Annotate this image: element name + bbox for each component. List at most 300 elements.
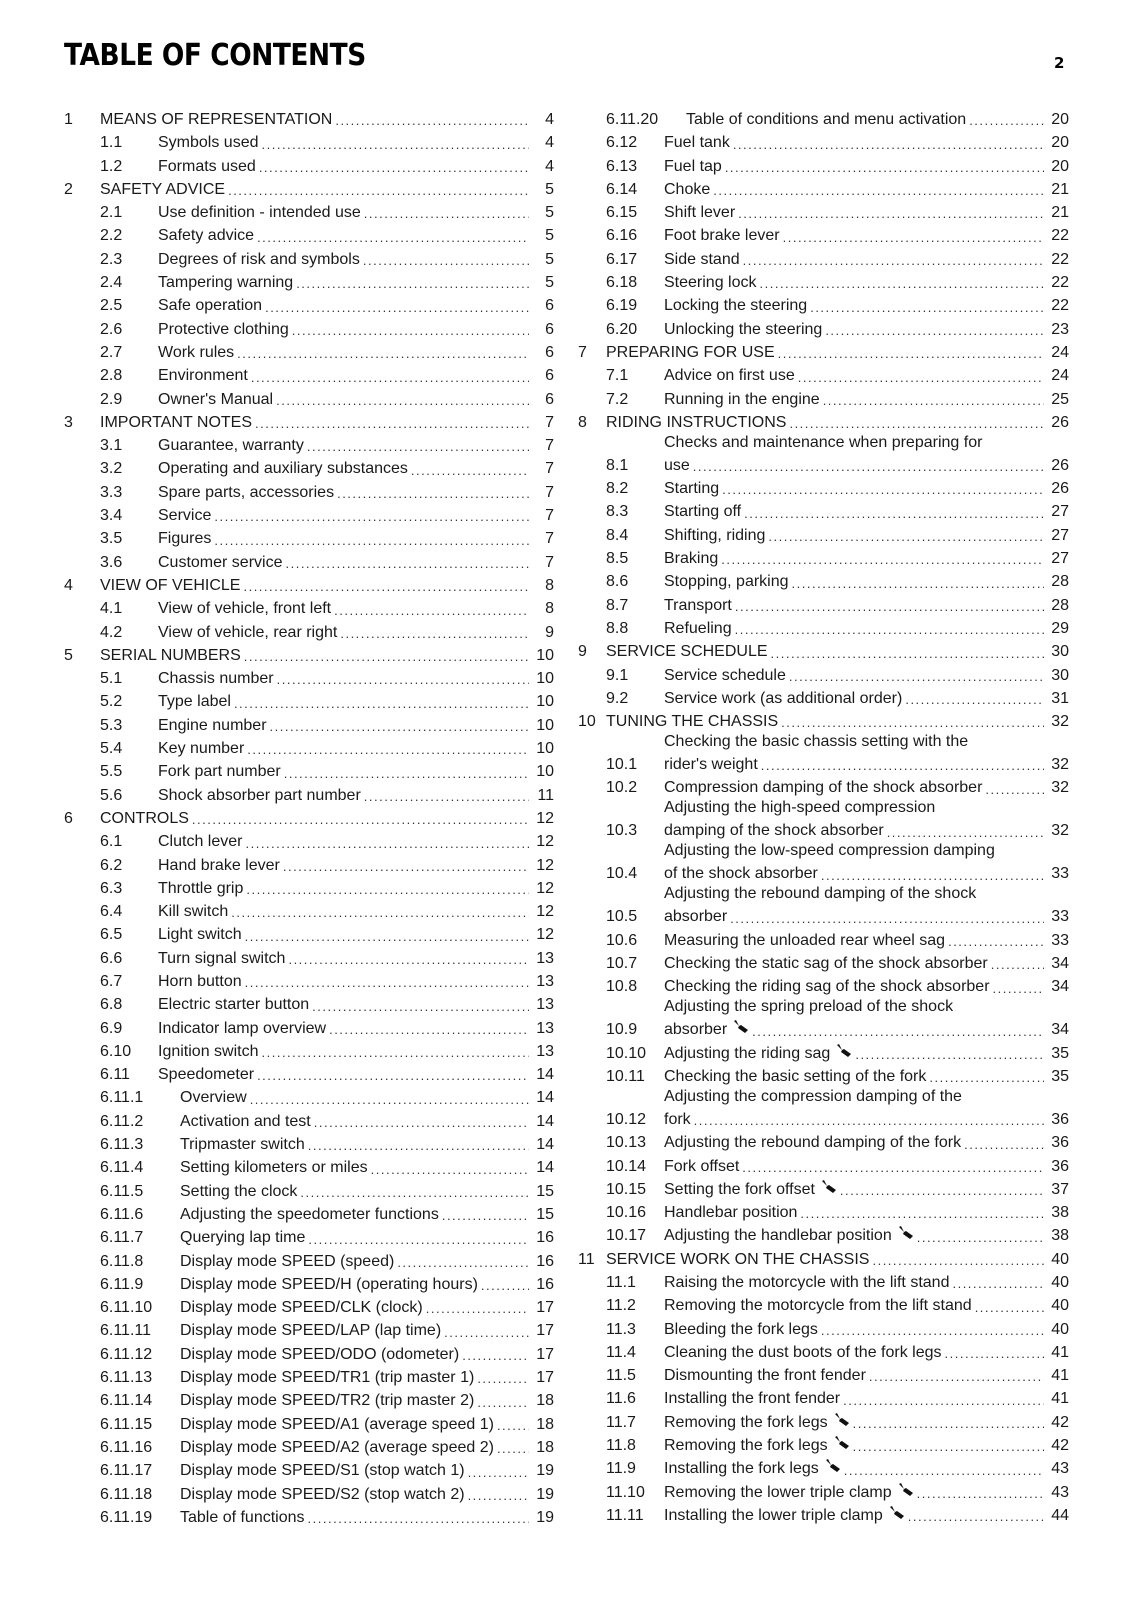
toc-entry-page: 7 [545, 460, 554, 478]
toc-entry[interactable] [578, 999, 1069, 1042]
toc-entry[interactable] [578, 224, 1069, 247]
toc-entry[interactable] [64, 900, 554, 923]
toc-entry[interactable] [64, 1110, 554, 1133]
toc-entry-label: Horn button [158, 972, 242, 990]
toc-entry[interactable] [578, 1088, 1069, 1131]
dot-leader [872, 1251, 1044, 1271]
toc-entry-page: 6 [545, 390, 554, 408]
toc-entry-label: Chassis number [158, 670, 274, 688]
toc-entry-label: Setting the clock [180, 1182, 298, 1200]
toc-entry-number: 10.5 [606, 908, 638, 926]
toc-entry[interactable] [578, 1248, 1069, 1271]
toc-entry-page: 10 [536, 763, 554, 781]
toc-entry-label: Formats used [158, 157, 256, 175]
toc-entry[interactable] [578, 1318, 1069, 1341]
toc-entry[interactable] [578, 1201, 1069, 1224]
toc-entry-number: 2.2 [100, 227, 123, 245]
toc-entry[interactable] [64, 1063, 554, 1086]
dot-leader [314, 1113, 529, 1133]
toc-entry-label: CONTROLS [100, 809, 189, 827]
toc-entry-page: 44 [1051, 1506, 1069, 1524]
toc-entry[interactable] [64, 1250, 554, 1273]
toc-entry[interactable] [578, 617, 1069, 640]
toc-entry[interactable] [578, 1294, 1069, 1317]
toc-entry-label: Removing the fork legs [664, 1437, 828, 1455]
toc-entry[interactable] [64, 364, 554, 387]
toc-entry[interactable] [64, 178, 554, 201]
toc-entry[interactable] [64, 481, 554, 504]
toc-entry-label: SERVICE WORK ON THE CHASSIS [606, 1250, 870, 1268]
toc-entry[interactable] [64, 294, 554, 317]
toc-entry-number: 11.5 [606, 1367, 636, 1385]
toc-entry-page: 22 [1051, 227, 1069, 245]
toc-entry[interactable] [578, 318, 1069, 341]
toc-entry-page: 23 [1051, 320, 1069, 338]
toc-entry[interactable] [64, 1203, 554, 1226]
toc-entry-label: Adjusting the spring preload of the shock [664, 998, 954, 1016]
toc-entry-number: 6.11.15 [100, 1415, 153, 1433]
toc-entry-label: Display mode SPEED/S2 (stop watch 2) [180, 1485, 465, 1503]
toc-entry-label: Compression damping of the shock absorber [664, 779, 983, 797]
toc-entry-page: 14 [536, 1159, 554, 1177]
toc-entry-page: 26 [1051, 480, 1069, 498]
toc-entry[interactable] [64, 318, 554, 341]
toc-entry-label: Raising the motorcycle with the lift stand [664, 1273, 950, 1291]
toc-entry-page: 12 [536, 926, 554, 944]
toc-entry-label: Adjusting the handlebar position [664, 1227, 892, 1245]
dot-leader [285, 554, 529, 574]
toc-entry[interactable] [578, 929, 1069, 952]
wrench-icon [821, 1178, 837, 1201]
toc-entry-page: 20 [1051, 157, 1069, 175]
toc-entry-number: 6.11.4 [100, 1159, 144, 1177]
toc-entry-page: 5 [545, 180, 554, 198]
toc-entry-label: SERVICE SCHEDULE [606, 643, 768, 661]
dot-leader [497, 1439, 529, 1459]
toc-entry-page: 17 [536, 1369, 554, 1387]
toc-entry[interactable] [64, 248, 554, 271]
dot-leader [334, 601, 529, 621]
toc-entry-page: 40 [1051, 1273, 1069, 1291]
toc-entry[interactable] [64, 1296, 554, 1319]
toc-entry-page: 26 [1051, 413, 1069, 431]
toc-entry[interactable] [64, 1389, 554, 1412]
toc-entry-label: Tripmaster switch [180, 1136, 305, 1154]
toc-entry[interactable] [578, 131, 1069, 154]
toc-entry[interactable] [578, 570, 1069, 593]
toc-entry-page: 37 [1051, 1180, 1069, 1198]
toc-entry[interactable] [64, 1343, 554, 1366]
toc-entry[interactable] [578, 294, 1069, 317]
toc-entry-label: Running in the engine [664, 390, 820, 408]
toc-entry-label: Steering lock [664, 274, 757, 292]
dot-leader [257, 1066, 529, 1086]
toc-entry-number: 2.6 [100, 320, 123, 338]
toc-entry-label: Querying lap time [180, 1229, 306, 1247]
toc-entry-number: 6.11.2 [100, 1112, 144, 1130]
toc-entry-number: 10.17 [606, 1227, 647, 1245]
toc-entry[interactable] [578, 886, 1069, 929]
toc-entry-page: 21 [1051, 204, 1069, 222]
toc-entry[interactable] [578, 201, 1069, 224]
toc-entry-number: 5.6 [100, 786, 123, 804]
toc-entry[interactable] [64, 1180, 554, 1203]
dot-leader [262, 1043, 530, 1063]
toc-entry[interactable] [578, 594, 1069, 617]
toc-entry-label: Checking the basic setting of the fork [664, 1067, 927, 1085]
toc-entry-page: 41 [1051, 1343, 1069, 1361]
toc-entry[interactable] [64, 574, 554, 597]
toc-entry-number: 10 [578, 713, 596, 731]
dot-leader [733, 135, 1044, 155]
toc-entry-page: 27 [1051, 526, 1069, 544]
toc-entry-label: Throttle grip [158, 879, 244, 897]
dot-leader [917, 1228, 1044, 1248]
toc-entry[interactable] [64, 527, 554, 550]
toc-entry[interactable] [64, 1273, 554, 1296]
toc-entry[interactable] [64, 877, 554, 900]
dot-leader [798, 368, 1044, 388]
toc-entry[interactable] [578, 155, 1069, 178]
toc-entry-page: 33 [1051, 908, 1069, 926]
toc-entry-label: Bleeding the fork legs [664, 1320, 818, 1338]
toc-entry-label: Figures [158, 530, 212, 548]
toc-entry[interactable] [578, 1131, 1069, 1154]
toc-entry-number: 8.4 [606, 526, 629, 544]
toc-entry-number: 6.13 [606, 157, 638, 175]
toc-entry[interactable] [64, 411, 554, 434]
toc-entry[interactable] [64, 1040, 554, 1063]
toc-entry[interactable] [578, 1504, 1069, 1527]
toc-entry[interactable] [578, 1155, 1069, 1178]
toc-entry[interactable] [578, 1271, 1069, 1294]
toc-entry-label: Dismounting the front fender [664, 1367, 866, 1385]
toc-entry-page: 38 [1051, 1204, 1069, 1222]
toc-entry-number: 6.11.19 [100, 1508, 153, 1526]
toc-entry-number: 6.11.5 [100, 1182, 144, 1200]
toc-entry-page: 33 [1051, 865, 1069, 883]
toc-entry[interactable] [578, 1341, 1069, 1364]
toc-entry-label: Display mode SPEED (speed) [180, 1252, 395, 1270]
toc-entry[interactable] [64, 551, 554, 574]
toc-entry[interactable] [578, 248, 1069, 271]
toc-entry-label: Adjusting the speedometer functions [180, 1205, 439, 1223]
toc-entry[interactable] [64, 1413, 554, 1436]
toc-entry-number: 6.11.18 [100, 1485, 153, 1503]
toc-entry-page: 24 [1051, 343, 1069, 361]
toc-entry[interactable] [64, 690, 554, 713]
toc-entry[interactable] [64, 434, 554, 457]
dot-leader [214, 531, 529, 551]
toc-entry[interactable] [64, 714, 554, 737]
toc-entry[interactable] [64, 784, 554, 807]
toc-entry-number: 2.8 [100, 367, 123, 385]
toc-entry[interactable] [64, 597, 554, 620]
dot-leader [329, 1020, 529, 1040]
toc-entry[interactable] [578, 477, 1069, 500]
toc-entry-number: 4.2 [100, 623, 123, 641]
toc-entry-label: View of vehicle, rear right [158, 623, 338, 641]
toc-entry[interactable] [64, 1086, 554, 1109]
toc-entry-number: 2.1 [100, 204, 123, 222]
toc-entry[interactable] [64, 388, 554, 411]
toc-entry[interactable] [64, 341, 554, 364]
toc-entry-page: 4 [545, 134, 554, 152]
toc-entry-number: 6.11.3 [100, 1136, 144, 1154]
toc-entry-label: PREPARING FOR USE [606, 343, 775, 361]
toc-entry[interactable] [64, 644, 554, 667]
toc-entry[interactable] [64, 1459, 554, 1482]
toc-entry-number: 10.10 [606, 1044, 647, 1062]
toc-entry-number: 6.15 [606, 204, 638, 222]
toc-entry[interactable] [578, 500, 1069, 523]
toc-entry[interactable] [64, 108, 554, 131]
dot-leader [969, 111, 1044, 131]
dot-leader [308, 1509, 529, 1529]
toc-entry[interactable] [578, 952, 1069, 975]
toc-entry-number: 6.11.9 [100, 1275, 144, 1293]
toc-entry-label: Display mode SPEED/CLK (clock) [180, 1299, 423, 1317]
toc-entry-number: 6.14 [606, 180, 638, 198]
toc-entry-label: Work rules [158, 343, 235, 361]
toc-entry-label: Light switch [158, 926, 242, 944]
toc-entry[interactable] [64, 830, 554, 853]
toc-entry-page: 13 [536, 972, 554, 990]
toc-entry[interactable] [64, 1483, 554, 1506]
toc-entry-number: 6.11.10 [100, 1299, 153, 1317]
toc-entry-number: 2.5 [100, 297, 123, 315]
toc-entry-label: Safety advice [158, 227, 255, 245]
dot-leader [964, 1135, 1044, 1155]
toc-entry-number: 6.11.1 [100, 1089, 144, 1107]
toc-entry[interactable] [578, 341, 1069, 364]
toc-entry-page: 7 [545, 507, 554, 525]
toc-entry[interactable] [64, 621, 554, 644]
toc-entry-number: 3 [64, 413, 73, 431]
toc-entry-page: 31 [1051, 689, 1069, 707]
dot-leader [694, 1111, 1044, 1131]
toc-entry-label: Adjusting the compression damping of the [664, 1087, 962, 1105]
dot-leader [250, 1090, 529, 1110]
toc-entry[interactable] [578, 1411, 1069, 1434]
dot-leader [730, 909, 1044, 929]
toc-entry-page: 29 [1051, 619, 1069, 637]
toc-entry-page: 34 [1051, 978, 1069, 996]
toc-entry-page: 30 [1051, 643, 1069, 661]
toc-entry-page: 10 [536, 670, 554, 688]
toc-entry-label: Turn signal switch [158, 949, 286, 967]
toc-entry[interactable] [578, 1387, 1069, 1410]
toc-entry[interactable] [64, 504, 554, 527]
toc-entry[interactable] [64, 155, 554, 178]
toc-entry[interactable] [578, 1042, 1069, 1065]
toc-entry[interactable] [578, 800, 1069, 843]
toc-entry-number: 5.1 [100, 670, 123, 688]
dot-leader [312, 997, 529, 1017]
toc-entry[interactable] [578, 524, 1069, 547]
dot-leader [288, 950, 529, 970]
toc-entry-label: Handlebar position [664, 1204, 798, 1222]
toc-entry-number: 3.2 [100, 460, 123, 478]
toc-entry[interactable] [578, 664, 1069, 687]
toc-entry-number: 6.6 [100, 949, 123, 967]
toc-entry[interactable] [578, 271, 1069, 294]
toc-entry[interactable] [64, 947, 554, 970]
toc-entry[interactable] [578, 1178, 1069, 1201]
toc-entry-label: VIEW OF VEHICLE [100, 576, 241, 594]
dot-leader [497, 1416, 529, 1436]
dot-leader [952, 1274, 1044, 1294]
toc-entry-label: Indicator lamp overview [158, 1019, 327, 1037]
toc-entry[interactable] [64, 1156, 554, 1179]
dot-leader [713, 181, 1044, 201]
toc-entry-page: 5 [545, 204, 554, 222]
toc-entry[interactable] [64, 457, 554, 480]
toc-entry-number: 8.1 [606, 456, 629, 474]
toc-entry-page: 7 [545, 553, 554, 571]
toc-entry-label: Type label [158, 693, 231, 711]
toc-entry[interactable] [64, 201, 554, 224]
toc-entry-page: 13 [536, 949, 554, 967]
dot-leader [257, 228, 529, 248]
toc-entry-number: 1.1 [100, 134, 123, 152]
toc-entry-number: 1 [64, 111, 73, 128]
toc-entry-number: 6.11.6 [100, 1205, 144, 1223]
dot-leader [245, 927, 529, 947]
toc-entry[interactable] [578, 1224, 1069, 1247]
toc-entry-label: Transport [664, 596, 732, 614]
toc-entry[interactable] [64, 224, 554, 247]
toc-entry[interactable] [578, 434, 1069, 477]
toc-entry-page: 24 [1051, 367, 1069, 385]
toc-entry[interactable] [578, 640, 1069, 663]
toc-entry[interactable] [64, 807, 554, 830]
toc-entry-label: TUNING THE CHASSIS [606, 713, 779, 731]
dot-leader [908, 1507, 1044, 1527]
toc-entry[interactable] [64, 1226, 554, 1249]
toc-entry-number: 2.4 [100, 274, 123, 292]
toc-entry-page: 26 [1051, 456, 1069, 474]
toc-entry[interactable] [578, 1364, 1069, 1387]
toc-entry-page: 10 [536, 740, 554, 758]
toc-entry-label: Ignition switch [158, 1042, 259, 1060]
toc-entry-label: Environment [158, 367, 248, 385]
toc-entry-page: 4 [545, 111, 554, 128]
toc-entry-label-continued: damping of the shock absorber [664, 822, 884, 840]
toc-entry[interactable] [64, 271, 554, 294]
toc-entry[interactable] [64, 667, 554, 690]
toc-entry[interactable] [578, 388, 1069, 411]
toc-entry[interactable] [64, 737, 554, 760]
wrench-icon [825, 1457, 841, 1480]
toc-entry[interactable] [64, 923, 554, 946]
toc-entry-number: 3.1 [100, 437, 123, 455]
toc-entry-page: 15 [536, 1205, 554, 1223]
toc-entry[interactable] [64, 1133, 554, 1156]
dot-leader [855, 1045, 1044, 1065]
dot-leader [308, 1230, 529, 1250]
dot-leader [468, 1486, 529, 1506]
toc-entry-label: Cleaning the dust boots of the fork legs [664, 1343, 942, 1361]
toc-entry-label: Shifting, riding [664, 526, 766, 544]
dot-leader [265, 298, 529, 318]
toc-entry[interactable] [578, 733, 1069, 776]
dot-leader [477, 1393, 529, 1413]
toc-entry[interactable] [64, 1319, 554, 1342]
toc-entry-number: 6.11.12 [100, 1345, 153, 1363]
toc-entry-number: 10.12 [606, 1110, 647, 1128]
toc-entry-label: Advice on first use [664, 367, 795, 385]
toc-entry-number: 6.11.13 [100, 1369, 153, 1387]
toc-entry-label: Removing the lower triple clamp [664, 1483, 892, 1501]
dot-leader [364, 204, 529, 224]
toc-entry[interactable] [64, 1506, 554, 1529]
toc-entry[interactable] [64, 1017, 554, 1040]
toc-entry-page: 20 [1051, 134, 1069, 152]
toc-entry-page: 8 [545, 576, 554, 594]
toc-entry[interactable] [64, 854, 554, 877]
wrench-icon [733, 1018, 749, 1041]
toc-entry-label: Degrees of risk and symbols [158, 250, 360, 268]
toc-entry[interactable] [578, 547, 1069, 570]
toc-entry[interactable] [578, 1434, 1069, 1457]
toc-entry-label: Shift lever [664, 204, 736, 222]
toc-entry-number: 6.10 [100, 1042, 132, 1060]
toc-entry[interactable] [64, 1366, 554, 1389]
dot-leader [735, 620, 1044, 640]
dot-leader [853, 1414, 1044, 1434]
dot-leader [468, 1463, 529, 1483]
dot-leader [231, 903, 529, 923]
toc-entry[interactable] [64, 970, 554, 993]
toc-entry-number: 6.17 [606, 250, 638, 268]
toc-entry-page: 36 [1051, 1110, 1069, 1128]
toc-entry-page: 42 [1051, 1413, 1069, 1431]
toc-entry[interactable] [578, 687, 1069, 710]
toc-entry-number: 6.20 [606, 320, 638, 338]
toc-entry[interactable] [64, 760, 554, 783]
dot-leader [308, 1136, 529, 1156]
toc-entry-number: 6.18 [606, 274, 638, 292]
toc-entry-page: 25 [1051, 390, 1069, 408]
toc-entry[interactable] [64, 1436, 554, 1459]
toc-entry[interactable] [578, 178, 1069, 201]
toc-entry-page: 6 [545, 320, 554, 338]
dot-leader [735, 597, 1044, 617]
toc-entry-number: 6.4 [100, 903, 123, 921]
toc-entry[interactable] [578, 364, 1069, 387]
toc-entry[interactable] [578, 108, 1069, 131]
dot-leader [738, 204, 1044, 224]
toc-entry-page: 32 [1051, 713, 1069, 731]
toc-entry-page: 21 [1051, 180, 1069, 198]
toc-entry[interactable] [578, 1457, 1069, 1480]
toc-entry-page: 19 [536, 1508, 554, 1526]
toc-entry-number: 11 [578, 1250, 595, 1268]
toc-entry-number: 10.15 [606, 1180, 647, 1198]
dot-leader [251, 368, 529, 388]
toc-entry-number: 7.1 [606, 367, 629, 385]
dot-leader [397, 1253, 529, 1273]
dot-leader [752, 1022, 1044, 1042]
toc-entry[interactable] [64, 993, 554, 1016]
toc-entry-number: 8.2 [606, 480, 629, 498]
toc-entry-number: 8.8 [606, 619, 629, 637]
toc-entry[interactable] [578, 843, 1069, 886]
toc-entry-label: Adjusting the rebound damping of the fork [664, 1134, 962, 1152]
toc-entry[interactable] [578, 1481, 1069, 1504]
toc-entry[interactable] [64, 131, 554, 154]
